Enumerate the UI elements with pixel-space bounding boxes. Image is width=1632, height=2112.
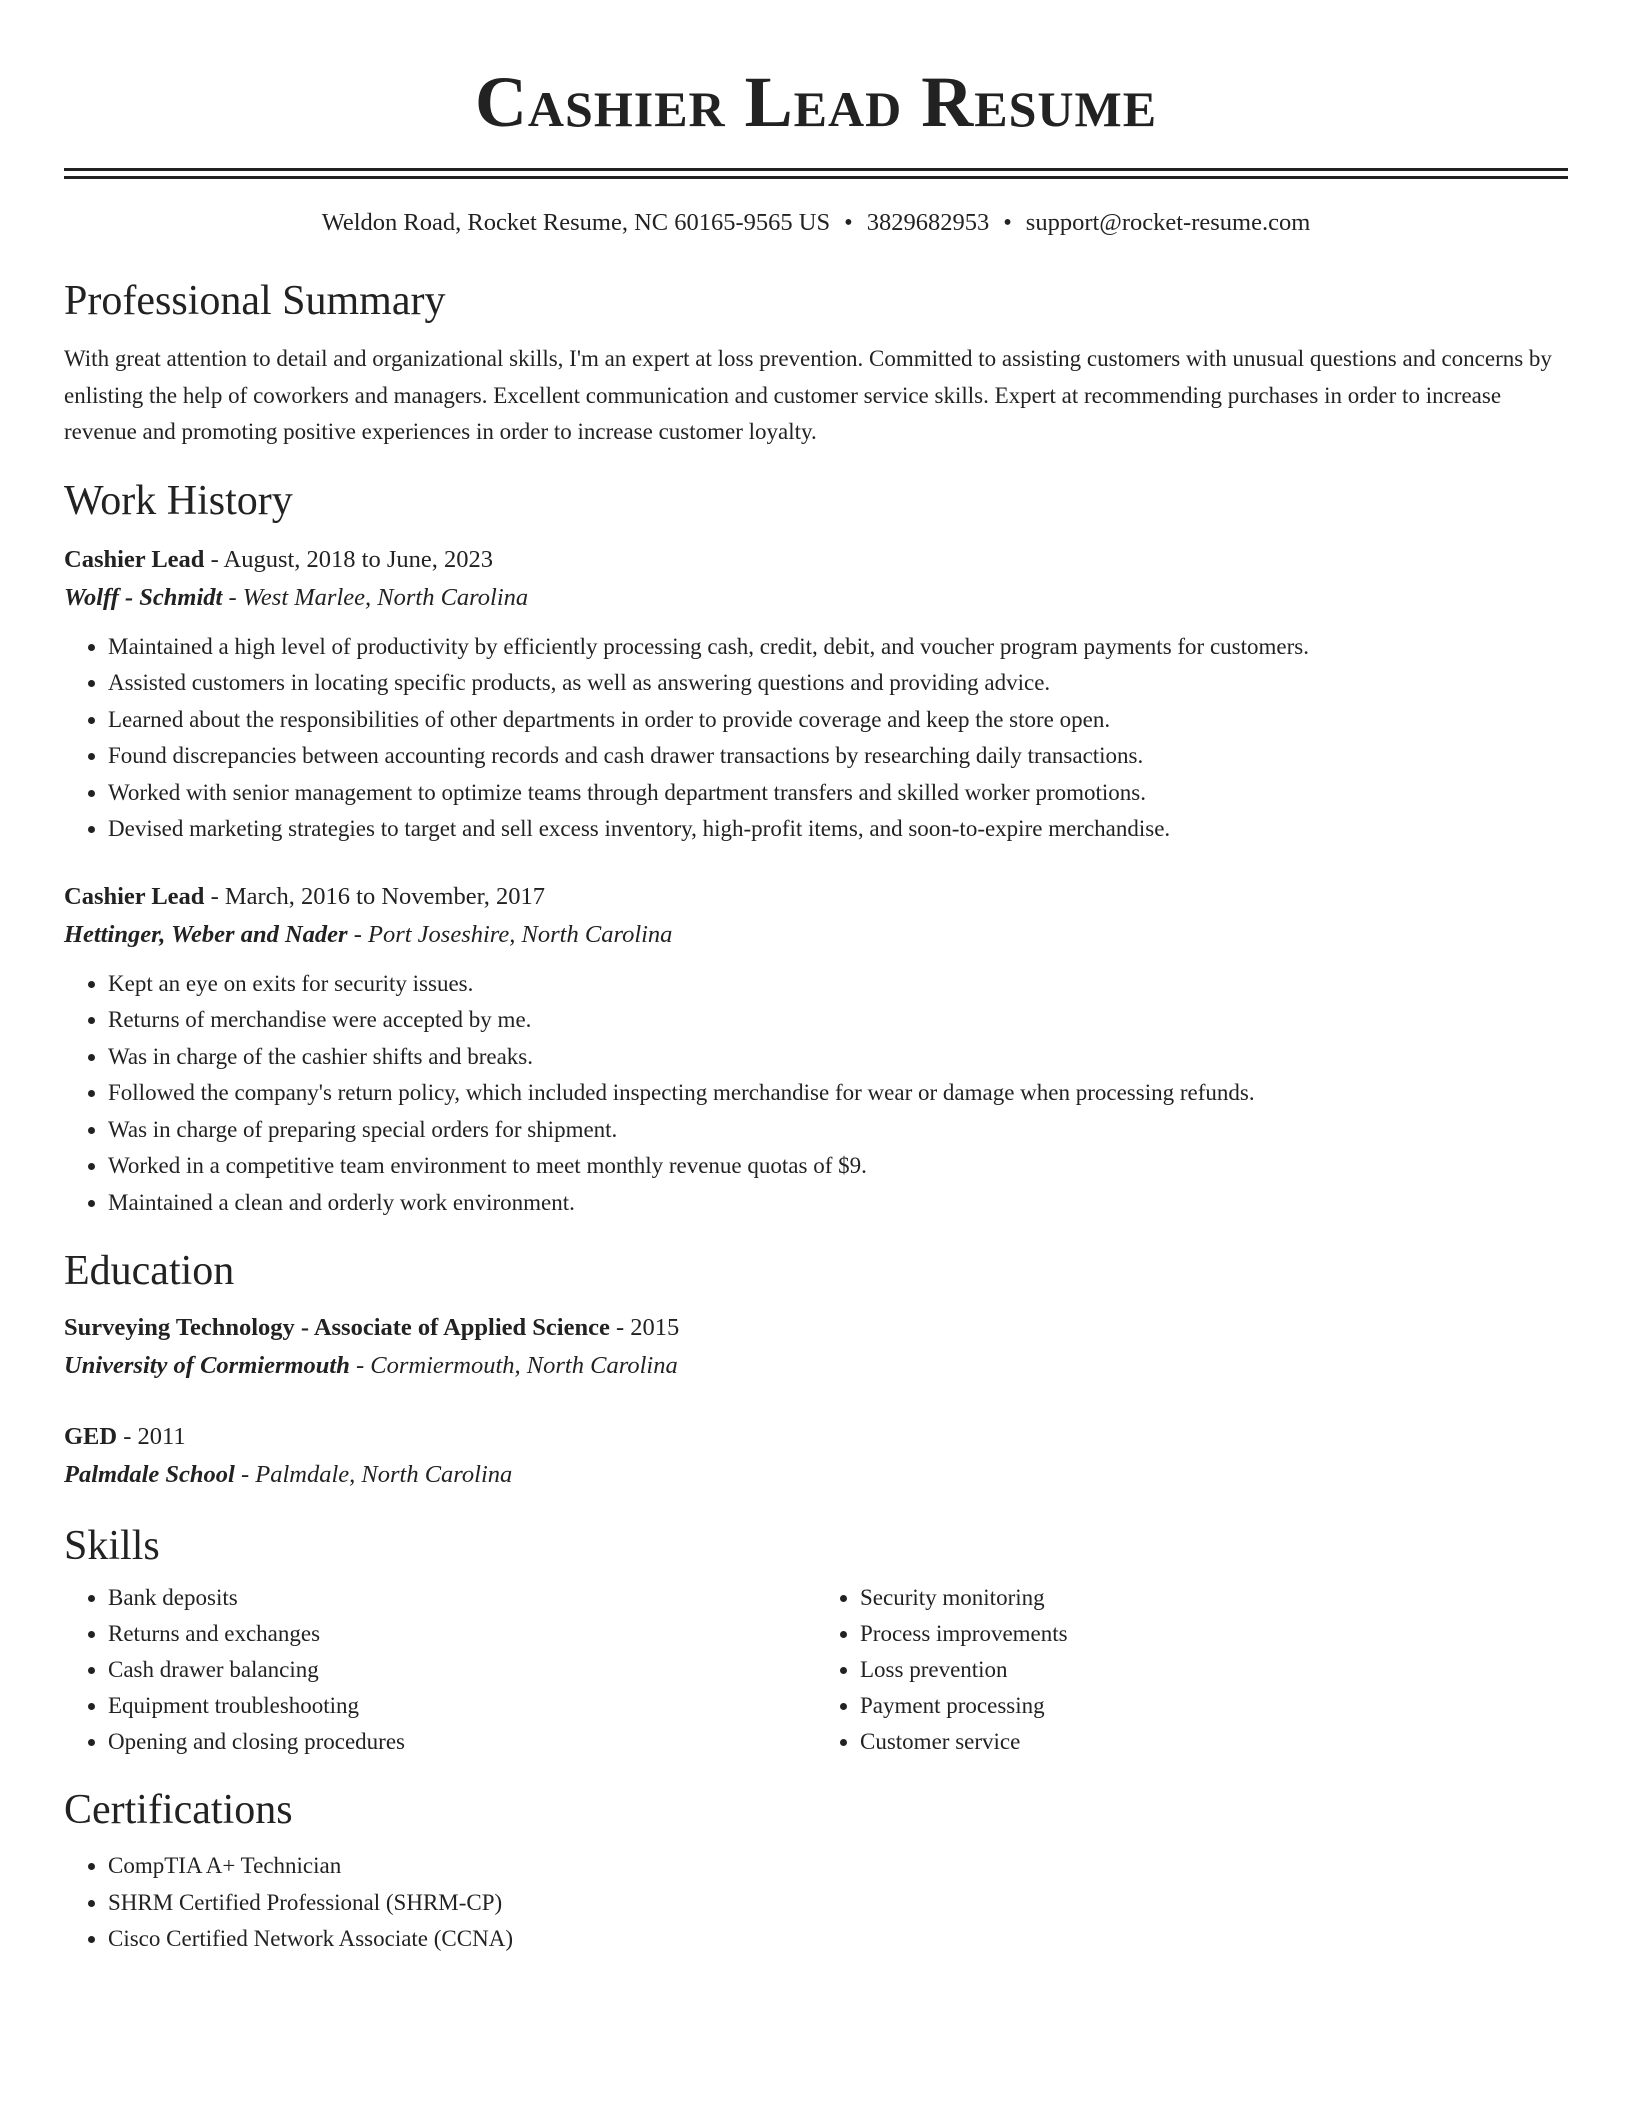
job-dates: - August, 2018 to June, 2023 — [204, 545, 493, 573]
education-school: Palmdale School — [64, 1461, 235, 1488]
education-year: - 2015 — [609, 1314, 680, 1341]
job-title-line — [64, 878, 1568, 916]
education-heading: Education — [64, 1248, 235, 1294]
contact-email: support@rocket-resume.com — [1025, 209, 1311, 236]
list-item: • Equipment troubleshooting — [108, 1688, 816, 1724]
page-title: Cashier Lead Resume — [474, 62, 1158, 142]
education-degree: GED — [64, 1423, 118, 1450]
education-entry — [64, 1309, 1568, 1385]
education-degree-line — [64, 1309, 1568, 1347]
education-location: - Palmdale, North Carolina — [234, 1461, 513, 1488]
list-item: • Followed the company's return policy, which included inspecting merchandise for wear or damage when processing refunds. — [108, 1075, 1568, 1112]
education-school-line — [64, 1456, 1568, 1494]
list-item: • Returns and exchanges — [108, 1616, 816, 1652]
skills-list-right — [816, 1580, 1568, 1760]
summary-heading: Professional Summary — [64, 278, 446, 324]
list-item: • Security monitoring — [860, 1580, 1568, 1616]
list-item: • CompTIA A+ Technician — [108, 1848, 1568, 1885]
skills-columns — [64, 1572, 1568, 1760]
job-bullets — [64, 966, 1568, 1222]
contact-line — [64, 207, 1568, 239]
list-item: • Opening and closing procedures — [108, 1724, 816, 1760]
job-company: Wolff - Schmidt — [64, 583, 223, 611]
education-location: - Cormiermouth, North Carolina — [349, 1352, 678, 1379]
list-item: • Maintained a high level of productivity by efficiently processing cash, credit, debit, and voucher program payments for customers. — [108, 629, 1568, 666]
summary-text: With great attention to detail and organizational skills, I'm an expert at loss prevention. Committed to assisting customers with unusual questions and concerns by enlisting the help of coworkers and managers. Excellent communication and customer service skills. Expert at recommending purchases in order to increase revenue and promoting positive experiences in order to increase customer loyalty. — [64, 346, 1552, 444]
contact-separator: • — [844, 209, 853, 236]
list-item: • Bank deposits — [108, 1580, 816, 1616]
title-divider — [64, 168, 1568, 179]
education-section — [64, 1245, 1568, 1494]
list-item: • SHRM Certified Professional (SHRM-CP) — [108, 1885, 1568, 1922]
list-item: • Customer service — [860, 1724, 1568, 1760]
education-year: - 2011 — [117, 1423, 186, 1450]
job-entry — [64, 878, 1568, 1222]
list-item: • Was in charge of preparing special orders for shipment. — [108, 1112, 1568, 1149]
job-title-line — [64, 541, 1568, 579]
job-title: Cashier Lead — [64, 882, 205, 910]
list-item: • Was in charge of the cashier shifts and breaks. — [108, 1039, 1568, 1076]
skills-list-left — [64, 1580, 816, 1760]
list-item: • Cisco Certified Network Associate (CCNA) — [108, 1921, 1568, 1958]
list-item: • Payment processing — [860, 1688, 1568, 1724]
job-title: Cashier Lead — [64, 545, 205, 573]
list-item: • Process improvements — [860, 1616, 1568, 1652]
job-location: - Port Joseshire, North Carolina — [347, 920, 673, 948]
list-item: • Cash drawer balancing — [108, 1652, 816, 1688]
work-history-heading: Work History — [64, 477, 293, 524]
certifications-list — [64, 1848, 1568, 1958]
list-item: • Assisted customers in locating specific products, as well as answering questions and providing advice. — [108, 665, 1568, 702]
list-item: • Kept an eye on exits for security issues. — [108, 966, 1568, 1003]
contact-phone: 3829682953 — [866, 209, 990, 236]
education-school: University of Cormiermouth — [64, 1352, 350, 1379]
job-company-line — [64, 916, 1568, 954]
list-item: • Found discrepancies between accounting records and cash drawer transactions by researching daily transactions. — [108, 738, 1568, 775]
job-company: Hettinger, Weber and Nader — [64, 920, 348, 948]
education-degree: Surveying Technology - Associate of Applied Science — [64, 1314, 610, 1341]
list-item: • Returns of merchandise were accepted by me. — [108, 1002, 1568, 1039]
list-item: • Worked with senior management to optimize teams through department transfers and skilled worker promotions. — [108, 775, 1568, 812]
education-school-line — [64, 1347, 1568, 1385]
education-entry — [64, 1418, 1568, 1494]
job-location: - West Marlee, North Carolina — [222, 583, 529, 611]
skills-heading: Skills — [64, 1523, 160, 1569]
summary-section — [64, 275, 1568, 451]
job-entry — [64, 541, 1568, 848]
work-history-section — [64, 475, 1568, 1222]
job-company-line — [64, 579, 1568, 617]
list-item: • Maintained a clean and orderly work environment. — [108, 1185, 1568, 1222]
skills-section — [64, 1520, 1568, 1760]
list-item: • Learned about the responsibilities of other departments in order to provide coverage and keep the store open. — [108, 702, 1568, 739]
job-bullets — [64, 629, 1568, 848]
list-item: • Loss prevention — [860, 1652, 1568, 1688]
list-item: • Devised marketing strategies to target and sell excess inventory, high-profit items, and soon-to-expire merchandise. — [108, 811, 1568, 848]
education-degree-line — [64, 1418, 1568, 1456]
contact-address: Weldon Road, Rocket Resume, NC 60165-9565 US — [321, 209, 831, 236]
job-dates: - March, 2016 to November, 2017 — [204, 882, 546, 910]
certifications-section — [64, 1784, 1568, 1958]
certifications-heading: Certifications — [64, 1787, 293, 1833]
contact-separator: • — [1003, 209, 1012, 236]
list-item: • Worked in a competitive team environment to meet monthly revenue quotas of $9. — [108, 1148, 1568, 1185]
